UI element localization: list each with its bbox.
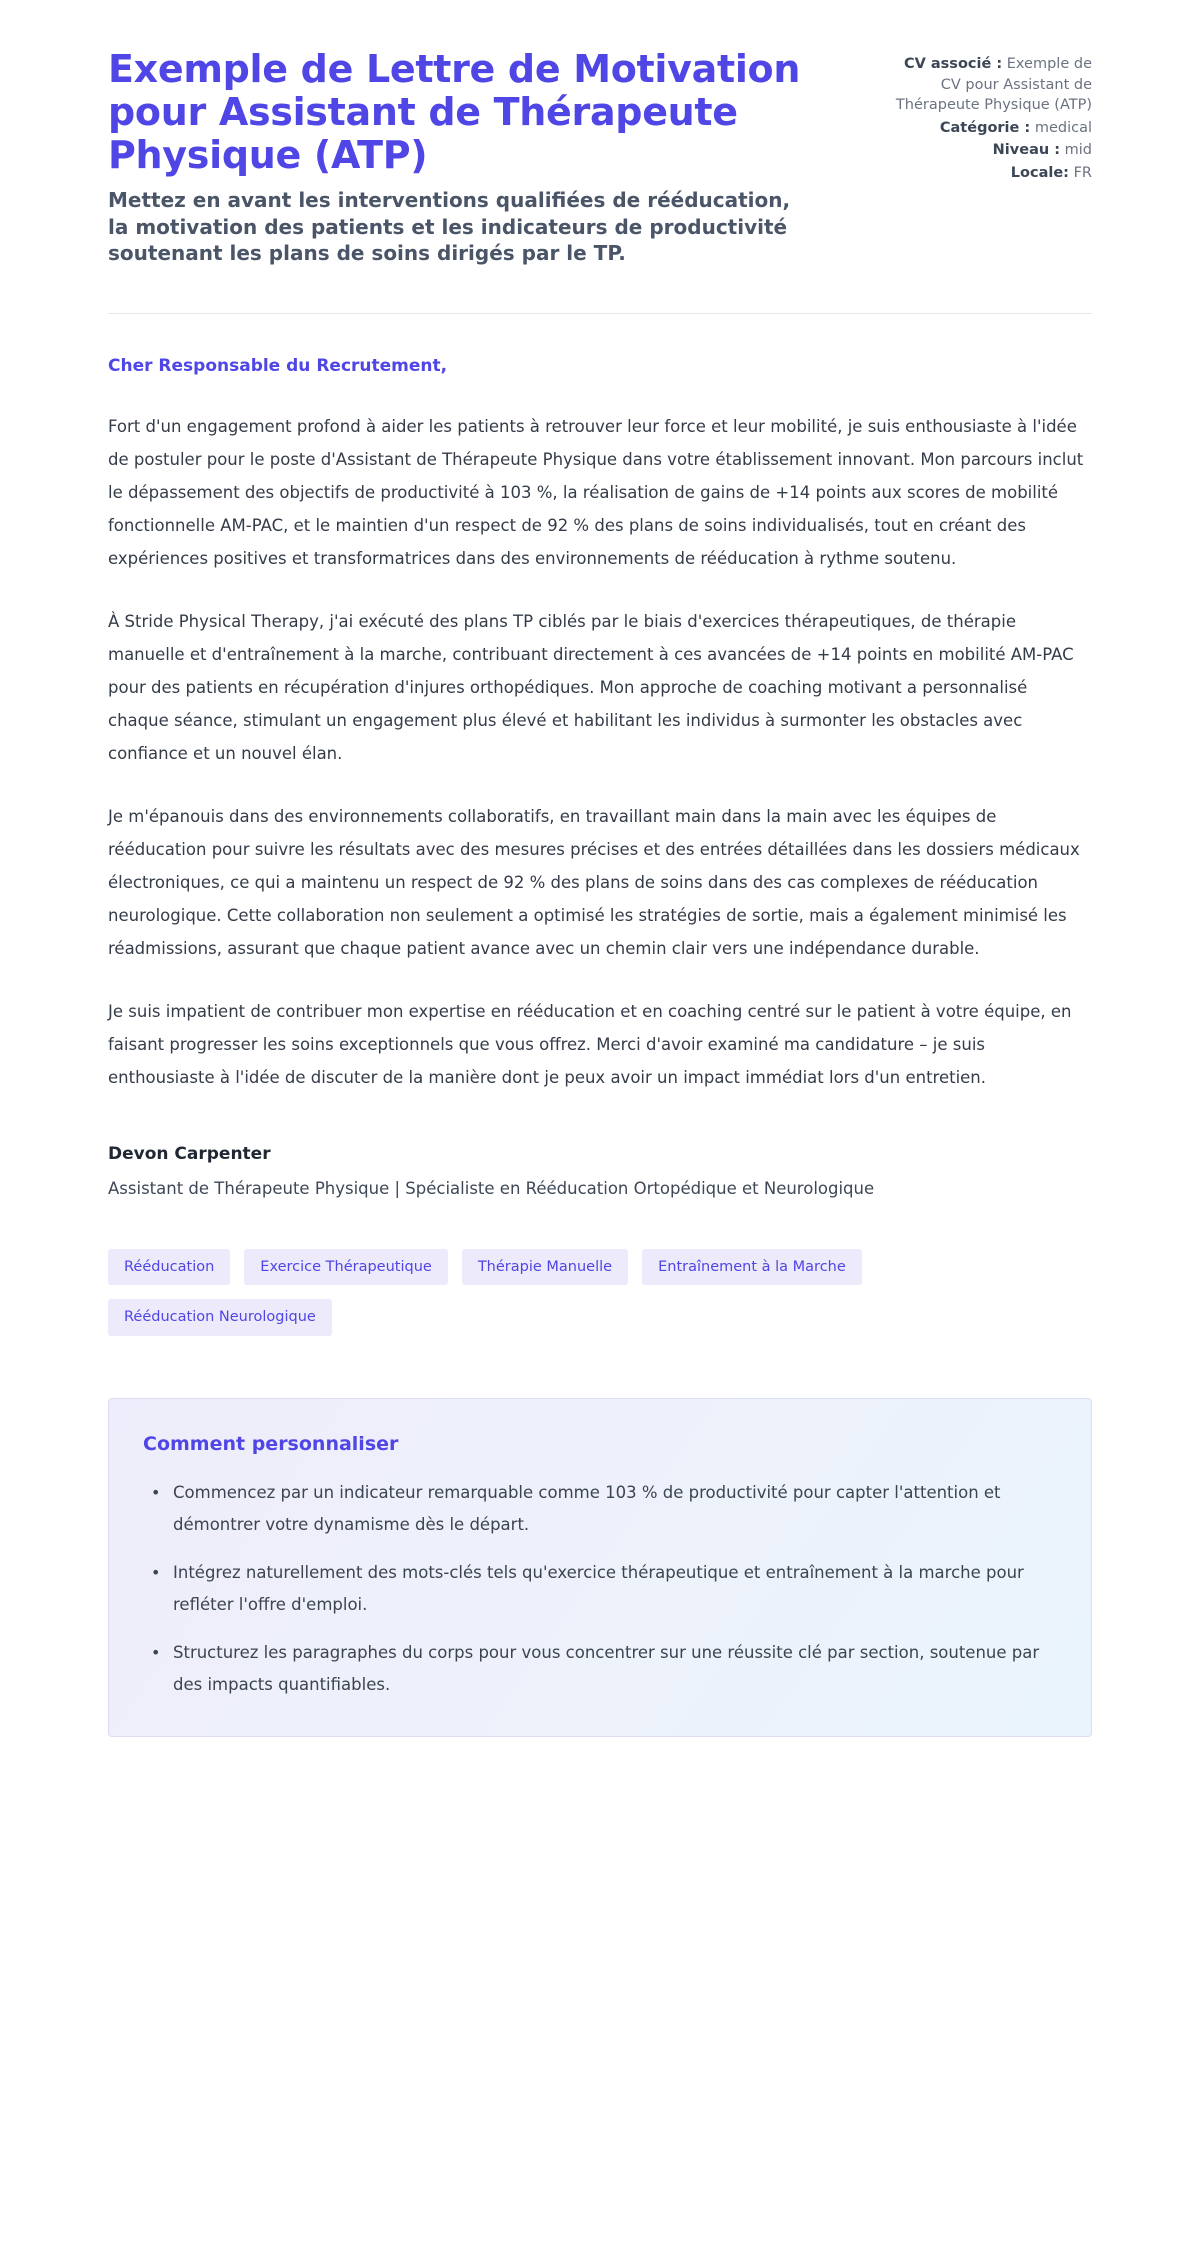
tag-chip[interactable]: Exercice Thérapeutique [244, 1249, 448, 1286]
meta-row-category [892, 118, 1092, 139]
tag-chip[interactable]: Thérapie Manuelle [462, 1249, 628, 1286]
page-title: Exemple de Lettre de Motivation pour Assistant de Thérapeute Physique (ATP) [108, 47, 801, 177]
header-text-block [108, 48, 848, 267]
list-item-text: Intégrez naturellement des mots-clés tels qu'exercice thérapeutique et entraînement à la marche pour refléter l'offre d'emploi. [173, 1562, 1024, 1615]
customization-callout [108, 1398, 1092, 1737]
tag-chip[interactable]: Rééducation Neurologique [108, 1299, 332, 1336]
letter-paragraph-4: Je suis impatient de contribuer mon expertise en rééducation et en coaching centré sur le patient à votre équipe, en faisant progresser les soins exceptionnels que vous offrez. Merci d'avoir examiné ma candidature – je suis enthousiaste à l'idée de discuter de la manière dont je peux avoir un impact immédiat lors d'un entretien. [108, 1002, 1072, 1088]
salutation: Cher Responsable du Recrutement, [108, 356, 448, 377]
metadata-panel [892, 48, 1092, 185]
list-item-text: Structurez les paragraphes du corps pour vous concentrer sur une réussite clé par section, soutenue par des impacts quantifiables. [173, 1643, 1040, 1695]
meta-label-locale: Locale: [1010, 164, 1069, 181]
letter-paragraph-1: Fort d'un engagement profond à aider les patients à retrouver leur force et leur mobilité, je suis enthousiaste à l'idée de postuler pour le poste d'Assistant de Thérapeute Physique dans votre établissement innovant. Mon parcours inclut le dépassement des objectifs de productivité à 103 %, la réalisation de gains de +14 points aux scores de mobilité fonctionnelle AM-PAC, et le maintien d'un respect de 92 % des plans de soins individualisés, tout en créant des expériences positives et transformatrices dans des environnements de rééducation à rythme soutenu. [108, 417, 1084, 569]
list-item [151, 1637, 1055, 1701]
meta-row-level [892, 140, 1092, 161]
meta-value-category: medical [1034, 119, 1092, 136]
signature-role: Assistant de Thérapeute Physique | Spécialiste en Rééducation Ortopédique et Neurologique [108, 1179, 875, 1199]
list-item [151, 1477, 1055, 1541]
meta-label-category: Catégorie : [939, 119, 1031, 136]
meta-row-related-cv [892, 54, 1092, 116]
bullet-icon: • [151, 1562, 161, 1582]
letter-body [108, 314, 1092, 1094]
signature-block [108, 1144, 1092, 1202]
letter-paragraph-2: À Stride Physical Therapy, j'ai exécuté des plans TP ciblés par le biais d'exercices thérapeutiques, de thérapie manuelle et d'entraînement à la marche, contribuant directement à ces avancées de +14 points en mobilité AM-PAC pour des patients en récupération d'injures orthopédiques. Mon approche de coaching motivant a personnalisé chaque séance, stimulant un engagement plus élevé et habilitant les individus à surmonter les obstacles avec confiance et un nouvel élan. [108, 612, 1074, 764]
document-header [108, 0, 1092, 267]
meta-value-level: mid [1064, 142, 1092, 159]
tag-list [108, 1249, 988, 1336]
meta-label-related-cv: CV associé : [903, 56, 1003, 72]
bullet-icon: • [151, 1643, 161, 1663]
meta-value-related-cv: Exemple de CV pour Assistant de Thérapeute Physique (ATP) [895, 56, 1092, 114]
meta-label-level: Niveau : [992, 142, 1061, 159]
page-subtitle: Mettez en avant les interventions qualifiées de rééducation, la motivation des patients et les indicateurs de productivité soutenant les plans de soins dirigés par le TP. [108, 187, 791, 266]
callout-tip-list [143, 1477, 1055, 1702]
list-item [151, 1557, 1055, 1621]
meta-value-locale: FR [1073, 164, 1092, 181]
meta-row-locale [892, 163, 1092, 184]
signature-name: Devon Carpenter [108, 1144, 271, 1165]
letter-paragraph-3: Je m'épanouis dans des environnements collaboratifs, en travaillant main dans la main avec les équipes de rééducation pour suivre les résultats avec des mesures précises et des entrées détaillées dans les dossiers médicaux électroniques, ce qui a maintenu un respect de 92 % des plans de soins dans des cas complexes de rééducation neurologique. Cette collaboration non seulement a optimisé les stratégies de sortie, mais a également minimisé les réadmissions, assurant que chaque patient avance avec un chemin clair vers une indépendance durable. [108, 807, 1080, 959]
tag-chip[interactable]: Rééducation [108, 1249, 230, 1286]
tag-chip[interactable]: Entraînement à la Marche [642, 1249, 862, 1286]
callout-title: Comment personnaliser [143, 1432, 399, 1455]
bullet-icon: • [151, 1482, 161, 1502]
list-item-text: Commencez par un indicateur remarquable comme 103 % de productivité pour capter l'attention et démontrer votre dynamisme dès le départ. [173, 1482, 1001, 1534]
